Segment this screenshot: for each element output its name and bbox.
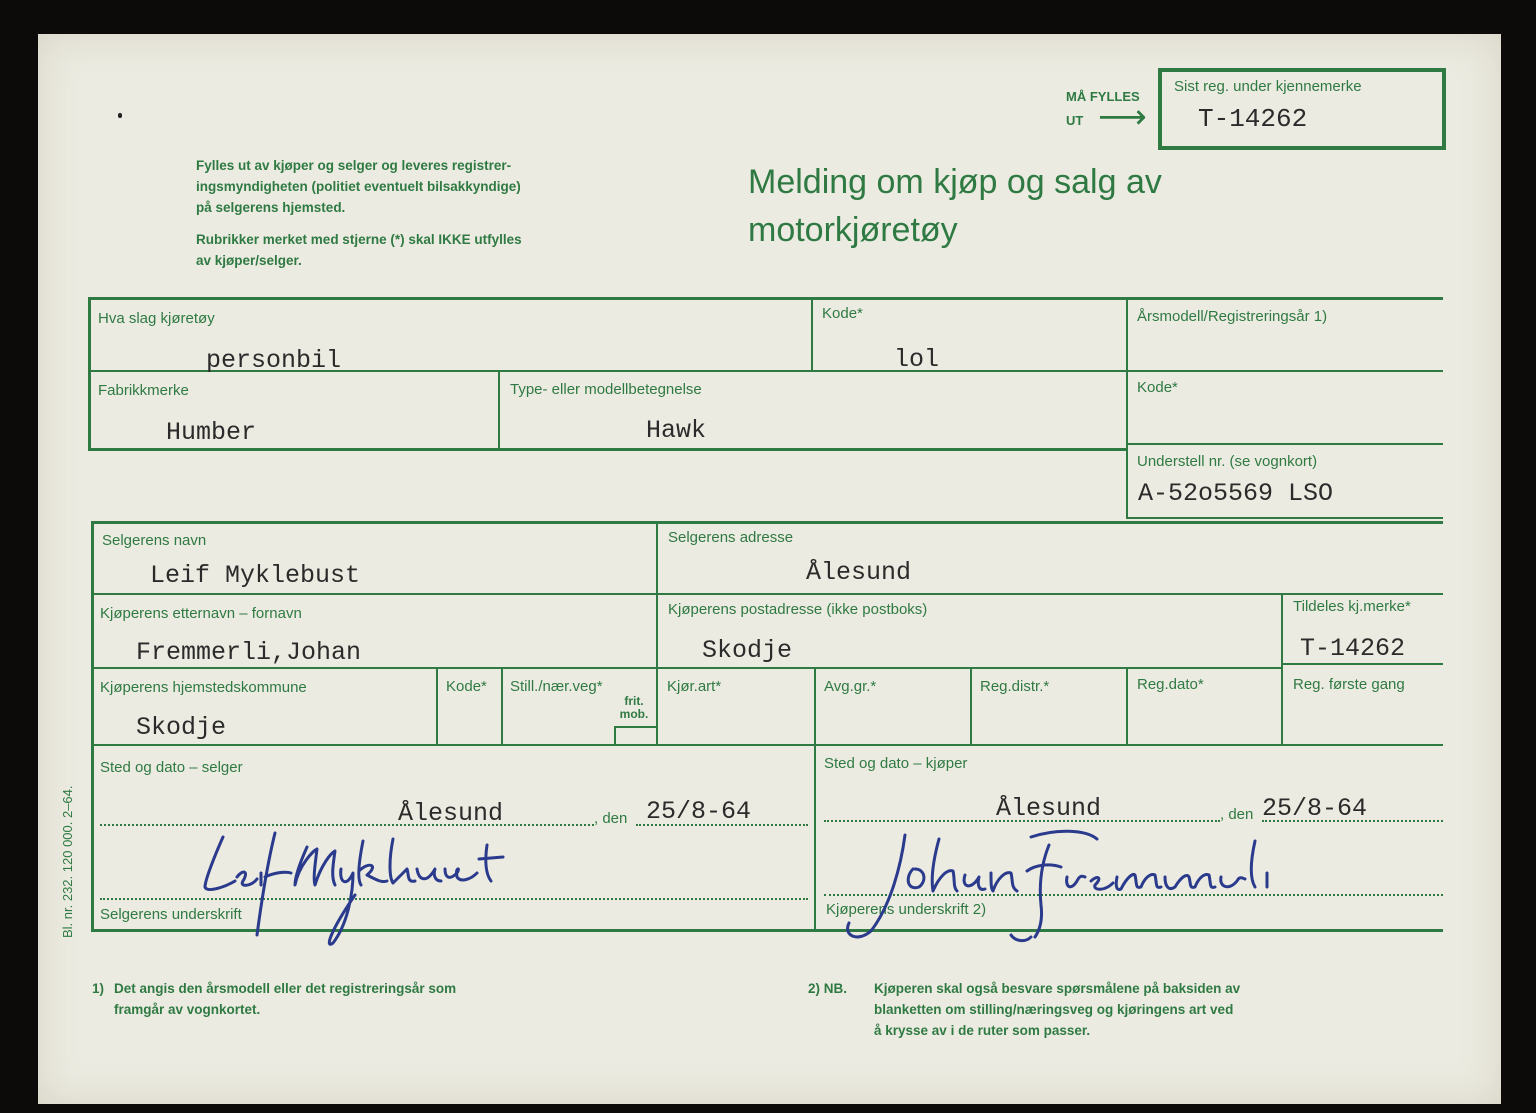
parties-col-divider bbox=[1281, 593, 1283, 745]
occupation-label: Still./nær.veg* bbox=[510, 678, 603, 695]
parties-col-divider bbox=[501, 667, 503, 745]
frit-label: frit. bbox=[624, 694, 644, 708]
last-registration-label: Sist reg. under kjennemerke bbox=[1174, 78, 1362, 95]
footnote-2 bbox=[874, 978, 1240, 1041]
buyer-place-value: Ålesund bbox=[996, 794, 1102, 823]
ink-dot bbox=[118, 113, 122, 118]
reg-district-label: Reg.distr.* bbox=[980, 678, 1050, 695]
buyer-name-value: Fremmerli,Johan bbox=[136, 638, 362, 667]
buyer-address-value: Skodje bbox=[702, 636, 793, 665]
buyer-signature bbox=[835, 825, 1295, 945]
parties-rule bbox=[91, 667, 1281, 669]
parties-col-divider bbox=[970, 667, 972, 745]
vehicle-bottom-rule bbox=[88, 448, 1126, 451]
must-fill-label: MÅ FYLLES bbox=[1066, 89, 1140, 104]
vehicle-col-divider bbox=[1126, 297, 1128, 519]
form-code-vertical: Bl. nr. 232. 120 000. 2–64. bbox=[60, 785, 75, 938]
frit-mob-box-edge bbox=[614, 726, 616, 745]
form-title bbox=[748, 158, 1162, 254]
vehicle-type-value: personbil bbox=[206, 346, 342, 375]
buyer-date-value: 25/8-64 bbox=[1262, 794, 1368, 823]
vehicle-left-border bbox=[88, 297, 91, 451]
vehicle-top-rule bbox=[88, 297, 1443, 300]
instructions-line: av kjøper/selger. bbox=[196, 253, 302, 268]
arrow-icon: ⟶ bbox=[1098, 97, 1147, 137]
parties-top-rule bbox=[91, 521, 1443, 524]
vehicle-code2-label: Kode* bbox=[1137, 379, 1178, 396]
buyer-place-label: Sted og dato – kjøper bbox=[824, 755, 968, 772]
plate-bottom-rule bbox=[1281, 663, 1443, 665]
chassis-top-rule bbox=[1126, 443, 1443, 445]
footnote-line: blanketten om stilling/næringsveg og kjøringens art ved bbox=[874, 1002, 1234, 1017]
chassis-value: A-52o5569 LSO bbox=[1138, 479, 1334, 508]
seller-address-label: Selgerens adresse bbox=[668, 529, 794, 546]
plate-label: Tildeles kj.merke* bbox=[1293, 598, 1411, 615]
municipality-value: Skodje bbox=[136, 713, 227, 742]
footnote-1-marker: 1) bbox=[92, 981, 105, 996]
parties-col-divider bbox=[436, 667, 438, 745]
vehicle-col-divider bbox=[498, 370, 500, 450]
buyer-address-label: Kjøperens postadresse (ikke postboks) bbox=[668, 601, 928, 618]
instructions-star bbox=[196, 229, 522, 271]
seller-sign-label: Selgerens underskrift bbox=[100, 906, 242, 923]
footnote-line: Det angis den årsmodell eller det registreringsår som bbox=[114, 981, 457, 996]
make-label: Fabrikkmerke bbox=[98, 382, 189, 399]
driving-type-label: Kjør.art* bbox=[667, 678, 722, 695]
frit-mob-box-top bbox=[614, 726, 656, 728]
seller-name-label: Selgerens navn bbox=[102, 532, 207, 549]
parties-col-divider bbox=[814, 667, 816, 932]
make-value: Humber bbox=[166, 418, 257, 447]
form-title-line1: Melding om kjøp og salg av bbox=[748, 163, 1162, 201]
footnote-1 bbox=[114, 978, 456, 1020]
first-reg-label: Reg. første gang bbox=[1293, 676, 1405, 693]
buyer-den-label: , den bbox=[1220, 806, 1254, 823]
vehicle-code-value: lol bbox=[894, 345, 940, 374]
instructions-line: ingsmyndigheten (politiet eventuelt bilsakkyndige) bbox=[196, 179, 521, 194]
mob-label: mob. bbox=[619, 707, 649, 721]
vehicle-code-label: Kode* bbox=[822, 305, 863, 322]
footnote-line: Kjøperen skal også besvare spørsmålene på baksiden av bbox=[874, 981, 1241, 996]
seller-signature bbox=[195, 825, 525, 950]
parties-col-divider bbox=[1126, 667, 1128, 745]
seller-place-value: Ålesund bbox=[398, 799, 504, 828]
last-registration-value: T-14262 bbox=[1198, 104, 1308, 134]
must-fill-ut-label: UT bbox=[1066, 113, 1084, 128]
footnote-line: å krysse av i de ruter som passer. bbox=[874, 1023, 1091, 1038]
footnote-2-marker: 2) NB. bbox=[808, 981, 848, 996]
instructions-line: på selgerens hjemsted. bbox=[196, 200, 346, 215]
buyer-name-label: Kjøperens etternavn – fornavn bbox=[100, 605, 302, 622]
form-title-line2: motorkjøretøy bbox=[748, 211, 958, 249]
buyer-sign-label: Kjøperens underskrift 2) bbox=[826, 901, 987, 918]
model-label: Type- eller modellbetegnelse bbox=[510, 381, 702, 398]
municipality-label: Kjøperens hjemstedskommune bbox=[100, 679, 307, 696]
chassis-label: Understell nr. (se vognkort) bbox=[1137, 453, 1318, 470]
model-year-label: Årsmodell/Registreringsår 1) bbox=[1137, 308, 1328, 325]
footnote-line: framgår av vognkortet. bbox=[114, 1002, 261, 1017]
instructions-fill bbox=[196, 155, 521, 218]
vehicle-type-label: Hva slag kjøretøy bbox=[98, 310, 215, 327]
parties-left-border bbox=[91, 521, 94, 932]
vehicle-right-bottom-rule bbox=[1126, 517, 1443, 519]
parties-col-divider bbox=[656, 521, 658, 745]
frit-mob-label bbox=[616, 695, 652, 721]
parties-rule bbox=[91, 744, 1443, 746]
seller-den-label: , den bbox=[594, 810, 628, 827]
seller-address-value: Ålesund bbox=[806, 558, 912, 587]
seller-name-value: Leif Myklebust bbox=[150, 561, 361, 590]
vehicle-col-divider bbox=[811, 297, 813, 371]
seller-place-label: Sted og dato – selger bbox=[100, 759, 243, 776]
tax-group-label: Avg.gr.* bbox=[824, 678, 877, 695]
plate-value: T-14262 bbox=[1300, 634, 1406, 663]
reg-date-label: Reg.dato* bbox=[1137, 676, 1204, 693]
instructions-line: Fylles ut av kjøper og selger og leveres registrer- bbox=[196, 158, 512, 173]
code3-label: Kode* bbox=[446, 678, 487, 695]
seller-date-value: 25/8-64 bbox=[646, 797, 752, 826]
parties-rule bbox=[91, 593, 1443, 595]
instructions-line: Rubrikker merket med stjerne (*) skal IKKE utfylles bbox=[196, 232, 522, 247]
model-value: Hawk bbox=[646, 416, 707, 445]
